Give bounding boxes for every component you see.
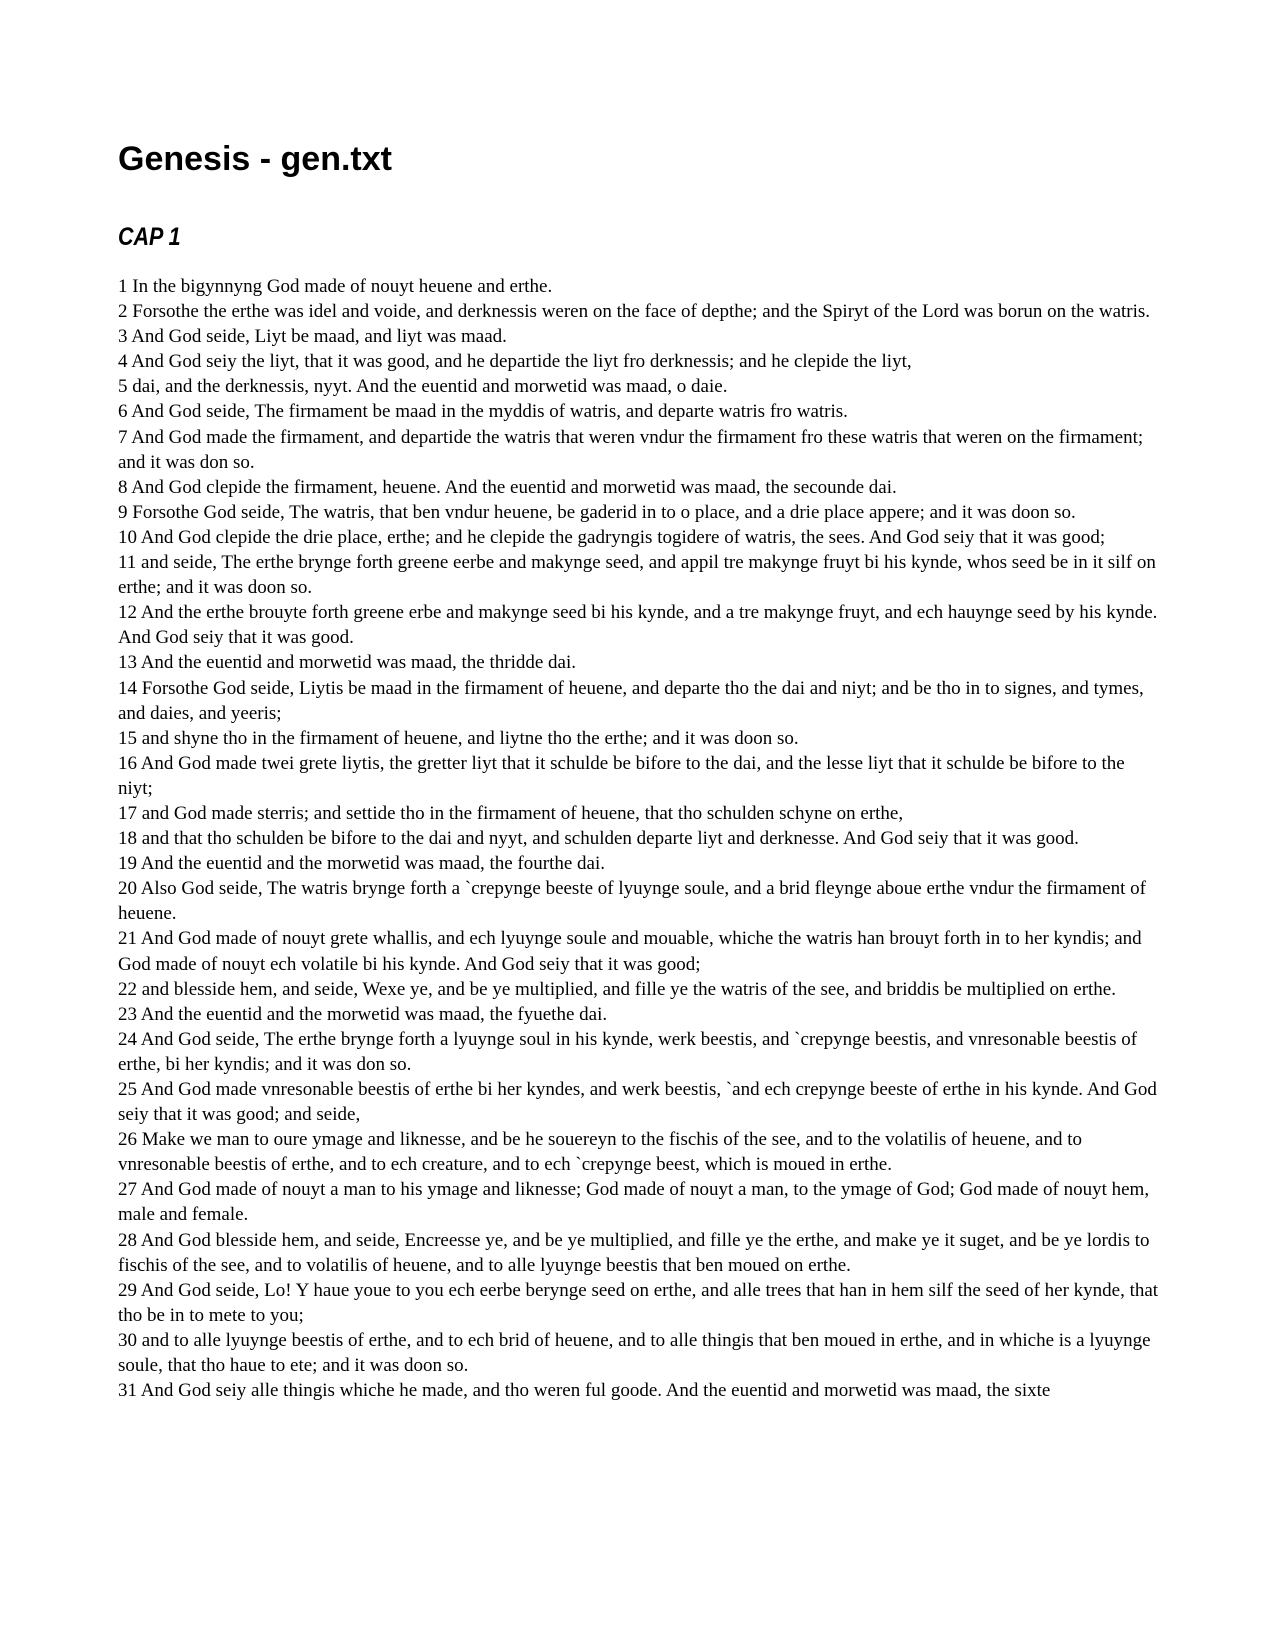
verse-line: 15 and shyne tho in the firmament of heuene, and liytne tho the erthe; and it was doon so. [118, 727, 799, 749]
verse-line: 19 And the euentid and the morwetid was maad, the fourthe dai. [118, 853, 606, 875]
verse-line: 5 dai, and the derknessis, nyyt. And the euentid and morwetid was maad, o daie. [118, 376, 728, 398]
chapter-heading: CAP 1 [118, 223, 181, 251]
verse-line: 13 And the euentid and morwetid was maad, the thridde dai. [118, 652, 576, 674]
verse-line: 26 Make we man to oure ymage and liknesse, and be he souereyn to the fischis of the see, and to the volatilis of heuene, and to vnresonable beestis of erthe, and to ech creature, and to ech `crepynge beest, which is moued in erthe. [118, 1129, 1082, 1176]
verse-line: 29 And God seide, Lo! Y haue youe to you ech eerbe berynge seed on erthe, and alle trees that han in hem silf the seed of her kynde, that tho be in to mete to you; [118, 1279, 1159, 1326]
verse-line: 12 And the erthe brouyte forth greene erbe and makynge seed bi his kynde, and a tre makynge fruyt, and ech hauynge seed by his kynde. And God seiy that it was good. [118, 602, 1158, 649]
verse-line: 27 And God made of nouyt a man to his ymage and liknesse; God made of nouyt a man, to the ymage of God; God made of nouyt hem, male and female. [118, 1179, 1150, 1226]
verse-line: 7 And God made the firmament, and departide the watris that weren vndur the firmament fro these watris that weren on the firmament; and it was don so. [118, 426, 1144, 473]
verse-line: 4 And God seiy the liyt, that it was good, and he departide the liyt fro derknessis; and he clepide the liyt, [118, 351, 912, 373]
verse-line: 24 And God seide, The erthe brynge forth a lyuynge soul in his kynde, werk beestis, and `crepynge beestis, and vnresonable beestis of erthe, bi her kyndis; and it was don so. [118, 1028, 1138, 1075]
document-title: Genesis - gen.txt [118, 140, 392, 178]
verse-line: 20 Also God seide, The watris brynge forth a `crepynge beeste of lyuynge soule, and a brid fleynge aboue erthe vndur the firmament of heuene. [118, 878, 1146, 925]
verse-line: 11 and seide, The erthe brynge forth greene eerbe and makynge seed, and appil tre makynge fruyt bi his kynde, whos seed be in it silf on erthe; and it was doon so. [118, 552, 1156, 599]
verse-line: 18 and that tho schulden be bifore to the dai and nyyt, and schulden departe liyt and derknesse. And God seiy that it was good. [118, 828, 1079, 850]
verse-line: 16 And God made twei grete liytis, the gretter liyt that it schulde be bifore to the dai, and the lesse liyt that it schulde be bifore to the niyt; [118, 752, 1125, 799]
verse-line: 31 And God seiy alle thingis whiche he made, and tho weren ful goode. And the euentid and morwetid was maad, the sixte [118, 1380, 1051, 1402]
verse-line: 6 And God seide, The firmament be maad in the myddis of watris, and departe watris fro watris. [118, 401, 848, 423]
verse-line: 28 And God blesside hem, and seide, Encreesse ye, and be ye multiplied, and fille ye the erthe, and make ye it suget, and be ye lordis to fischis of the see, and to volatilis of heuene, and to alle lyuynge beestis that ben moued on erthe. [118, 1229, 1150, 1276]
verse-line: 1 In the bigynnyng God made of nouyt heuene and erthe. [118, 276, 553, 297]
verse-line: 23 And the euentid and the morwetid was maad, the fyuethe dai. [118, 1003, 608, 1025]
verse-line: 22 and blesside hem, and seide, Wexe ye, and be ye multiplied, and fille ye the watris of the see, and briddis be multiplied on erthe. [118, 978, 1116, 1000]
verse-line: 30 and to alle lyuynge beestis of erthe, and to ech brid of heuene, and to alle thingis that ben moued in erthe, and in whiche is a lyuynge soule, that tho haue to ete; and it was doon so. [118, 1329, 1151, 1377]
verse-line: 14 Forsothe God seide, Liytis be maad in the firmament of heuene, and departe tho the dai and niyt; and be tho in to signes, and tymes, and daies, and yeeris; [118, 677, 1144, 724]
verse-line: 2 Forsothe the erthe was idel and voide, and derknessis weren on the face of depthe; and the Spiryt of the Lord was borun on the watris. [118, 301, 1151, 323]
verse-line: 9 Forsothe God seide, The watris, that ben vndur heuene, be gaderid in to o place, and a drie place appere; and it was doon so. [118, 501, 1076, 523]
verse-line: 21 And God made of nouyt grete whallis, and ech lyuynge soule and mouable, whiche the watris han brouyt forth in to her kyndis; and God made of nouyt ech volatile bi his kynde. And God seiy that it was good; [118, 928, 1142, 975]
verse-line: 3 And God seide, Liyt be maad, and liyt was maad. [118, 326, 507, 348]
verse-line: 17 and God made sterris; and settide tho in the firmament of heuene, that tho schulden schyne on erthe, [118, 802, 904, 824]
verse-line: 8 And God clepide the firmament, heuene. And the euentid and morwetid was maad, the secounde dai. [118, 476, 897, 498]
verse-line: 25 And God made vnresonable beestis of erthe bi her kyndes, and werk beestis, `and ech crepynge beeste of erthe in his kynde. And God seiy that it was good; and seide, [118, 1079, 1157, 1126]
verse-line: 10 And God clepide the drie place, erthe; and he clepide the gadryngis togidere of watris, the sees. And God seiy that it was good; [118, 526, 1106, 548]
verse-list [118, 274, 1160, 1403]
